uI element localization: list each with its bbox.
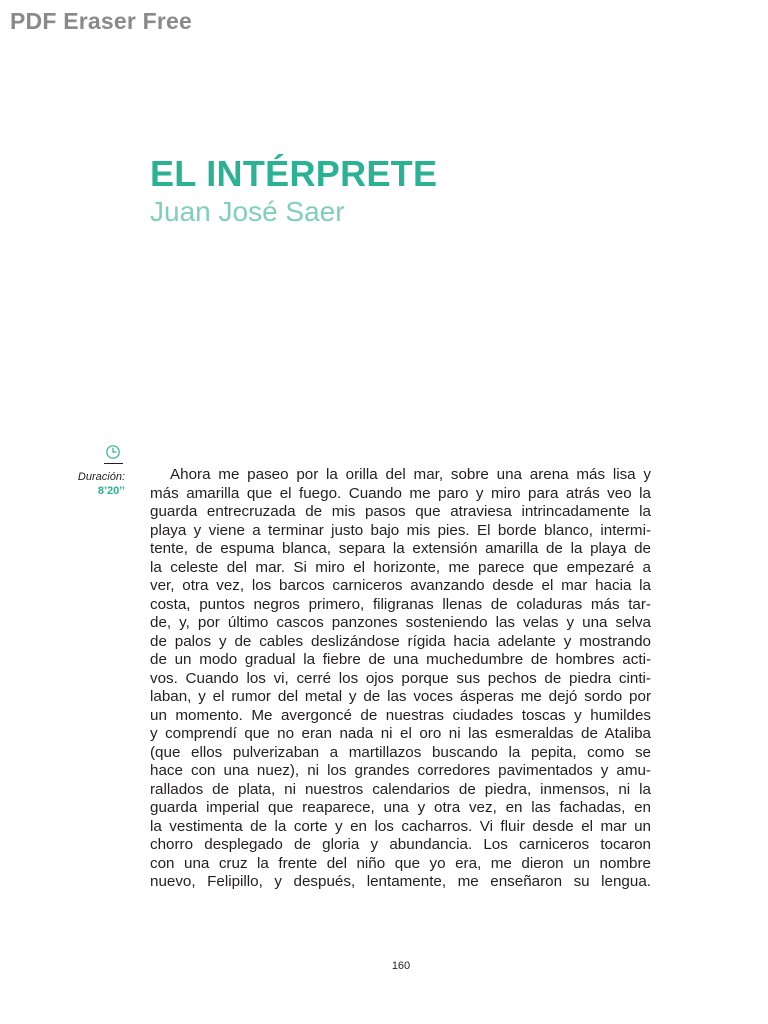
story-title: EL INTÉRPRETE xyxy=(150,153,438,194)
body-line: ver, otra vez, los barcos carniceros avanzando desde el mar hacia la xyxy=(150,577,651,594)
body-line: costa, puntos negros primero, filigranas llenas de coladuras más tar- xyxy=(150,595,651,613)
body-line: un momento. Me avergoncé de nuestras ciudades toscas y humildes xyxy=(150,706,651,724)
body-line: de palos y de cables deslizándose rígida hacia adelante y mostrando xyxy=(150,632,651,650)
body-line: y comprendí que no eran nada ni el oro ni las esmeraldas de Ataliba xyxy=(150,725,651,742)
body-line: Ahora me paseo por la orilla del mar, sobre una arena más lisa y xyxy=(170,466,651,483)
page-number: 160 xyxy=(391,960,411,972)
body-line: guarda entrecruzada de mis pasos que atraviesa intrincadamente la xyxy=(150,503,651,520)
body-line: (que ellos pulverizaban a martillazos buscando la pepita, como se xyxy=(150,743,651,761)
body-line: chorro desplegado de gloria y abundancia. Los carniceros tocaron xyxy=(150,836,651,853)
author-name: Juan José Saer xyxy=(150,196,345,227)
body-line: rallados de plata, ni nuestros calendarios de piedra, inmensos, ni la xyxy=(150,780,651,798)
body-line: la vestimenta de la corte y en los cacharros. Vi fluir desde el mar un xyxy=(150,817,651,835)
body-line: más amarilla que el fuego. Cuando me paro y miro para atrás veo la xyxy=(150,484,651,502)
body-line: de, y, por último cascos panzones sosteniendo las velas y una selva xyxy=(150,614,651,631)
duration-divider xyxy=(104,463,123,464)
body-line: laban, y el rumor del metal y de las voces ásperas me dejó sordo por xyxy=(150,688,651,705)
body-line: tente, de espuma blanca, separa la extensión amarilla de la playa de xyxy=(150,540,651,557)
body-line: vos. Cuando los vi, cerré los ojos porque sus pechos de piedra cinti- xyxy=(150,669,651,687)
clock-icon xyxy=(105,444,121,460)
body-line: nuevo, Felipillo, y después, lentamente, me enseñaron su lengua. xyxy=(150,873,651,890)
body-line: con una cruz la frente del niño que yo era, me dieron un nombre xyxy=(150,854,651,872)
body-line: guarda imperial que reaparece, una y otra vez, en las fachadas, en xyxy=(150,799,651,816)
body-line: hace con una nuez), ni los grandes corredores pavimentados y amu- xyxy=(150,762,651,779)
story-body xyxy=(150,466,651,892)
body-line: de un modo gradual la fiebre de una muchedumbre de hombres acti- xyxy=(150,651,651,668)
watermark: PDF Eraser Free xyxy=(10,8,192,34)
duration-value: 8’20’’ xyxy=(97,485,125,497)
body-line: playa y viene a terminar justo bajo mis pies. El borde blanco, intermi- xyxy=(150,521,651,539)
body-line: la celeste del mar. Si miro el horizonte, me parece que empezaré a xyxy=(150,558,651,576)
duration-label: Duración: xyxy=(77,471,125,483)
